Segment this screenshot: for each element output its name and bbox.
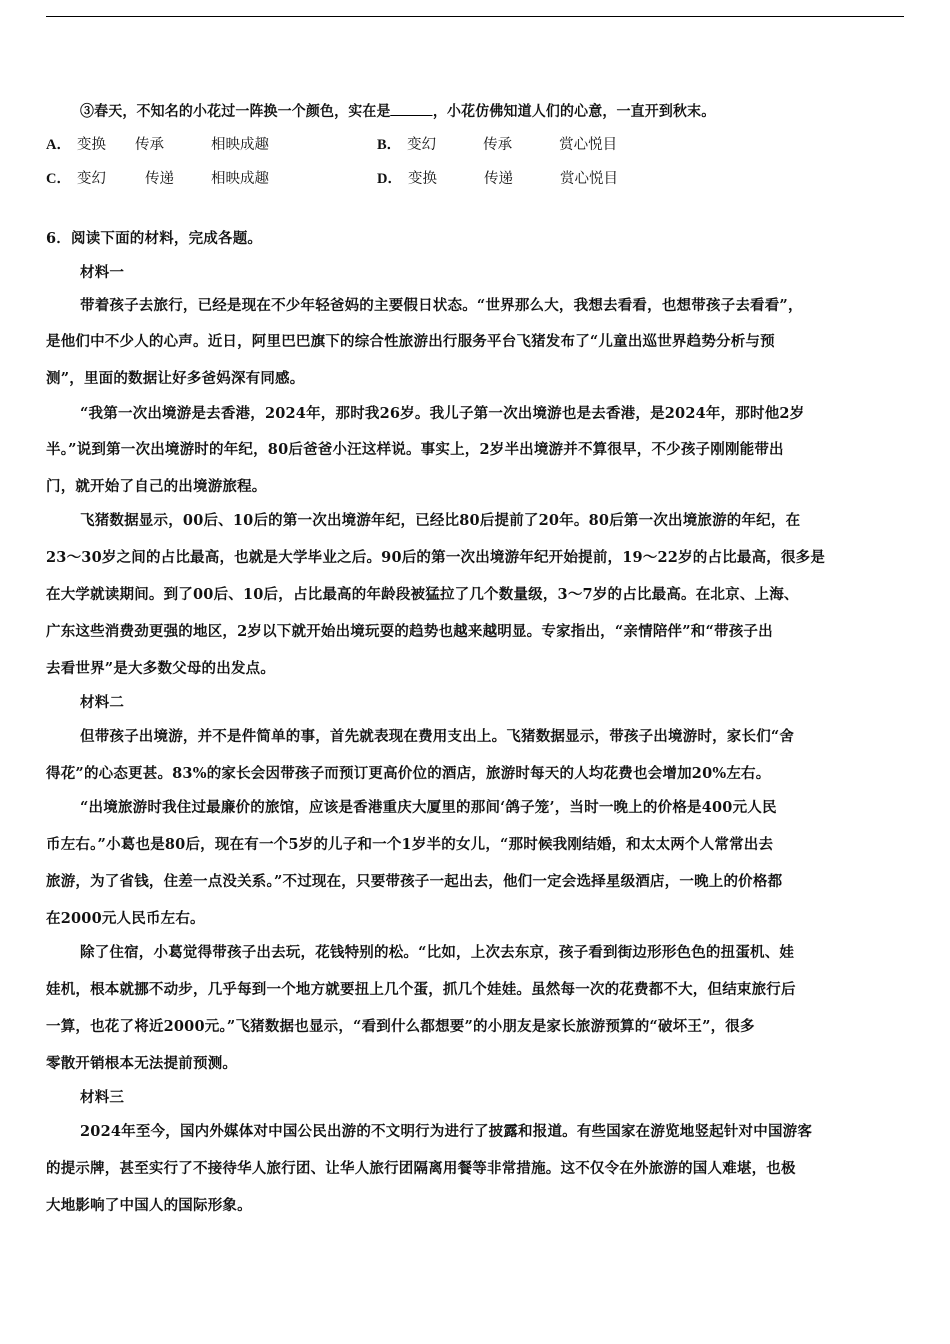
material1-line: 带着孩子去旅行，已经是现在不少年轻爸妈的主要假日状态。“世界那么大，我想去看看，也想带孩子去看看”， (80, 297, 803, 314)
material2-line: 得花”的心态更甚。83%的家长会因带孩子而预订更高价位的酒店，旅游时每天的人均花费也会增加20%左右。 (46, 765, 771, 782)
material1-line: 广东这些消费劲更强的地区，2岁以下就开始出境玩耍的趋势也越来越明显。专家指出，“亲情陪伴”和“带孩子出 (46, 623, 773, 640)
material3-line: 2024年至今，国内外媒体对中国公民出游的不文明行为进行了披露和报道。有些国家在游览地竖起针对中国游客 (80, 1123, 813, 1140)
material2-line: 零散开销根本无法提前预测。 (46, 1055, 238, 1072)
material2-line: 除了住宿，小葛觉得带孩子出去玩，花钱特别的松。“比如，上次去东京，孩子看到街边形形色色的扭蛋机、娃 (80, 944, 795, 961)
material1-line: 门，就开始了自己的出境游旅程。 (46, 478, 267, 495)
material1-heading: 材料一 (80, 264, 125, 281)
option-d: D． 变换 传递 赏心悦目 (377, 171, 618, 187)
material1-line: 飞猪数据显示，00后、10后的第一次出境游年纪，已经比80后提前了20年。80后第一次出境旅游的年纪，在 (80, 512, 801, 529)
material2-line: 旅游，为了省钱，住差一点没关系。”不过现在，只要带孩子一起出去，他们一定会选择星级酒店，一晚上的价格都 (46, 873, 783, 890)
material3-line: 大地影响了中国人的国际形象。 (46, 1197, 252, 1214)
option-a: A． 变换 传承 相映成趣 (46, 137, 269, 153)
material2-line: 但带孩子出境游，并不是件简单的事，首先就表现在费用支出上。飞猪数据显示，带孩子出境游时，家长们“舍 (80, 728, 795, 745)
material2-line: 娃机，根本就挪不动步，几乎每到一个地方就要扭上几个蛋，抓几个娃娃。虽然每一次的花费都不大，但结束旅行后 (46, 981, 796, 998)
material3-line: 的提示牌，甚至实行了不接待华人旅行团、让华人旅行团隔离用餐等非常措施。这不仅令在外旅游的国人难堪，也极 (46, 1160, 796, 1177)
material1-line: 在大学就读期间。到了00后、10后，占比最高的年龄段被猛拉了几个数量级，3～7岁的占比最高。在北京、上海、 (46, 586, 799, 603)
material2-heading: 材料二 (80, 694, 125, 711)
material1-line: 23～30岁之间的占比最高，也就是大学毕业之后。90后的第一次出境游年纪开始提前，19～22岁的占比最高，很多是 (46, 549, 826, 566)
material2-line: 在2000元人民币左右。 (46, 910, 205, 927)
option-c: C． 变幻 传递 相映成趣 (46, 171, 269, 187)
material1-line: 是他们中不少人的心声。近日，阿里巴巴旗下的综合性旅游出行服务平台飞猪发布了“儿童出巡世界趋势分析与预 (46, 333, 775, 350)
material1-line: 去看世界”是大多数父母的出发点。 (46, 660, 276, 677)
top-rule (46, 16, 904, 17)
option-b: B． 变幻 传承 赏心悦目 (377, 137, 618, 153)
material1-line: “我第一次出境游是去香港，2024年，那时我26岁。我儿子第一次出境游也是去香港，是2024年，那时他2岁 (80, 405, 805, 422)
material2-line: “出境旅游时我住过最廉价的旅馆，应该是香港重庆大厦里的那间‘鸽子笼’，当时一晚上的价格是400元人民 (80, 799, 777, 816)
answer-blank (391, 101, 433, 116)
material2-line: 一算，也花了将近2000元。”飞猪数据也显示，“看到什么都想要”的小朋友是家长旅游预算的“破坏王”，很多 (46, 1018, 755, 1035)
material1-line: 半。”说到第一次出境游时的年纪，80后爸爸小汪这样说。事实上，2岁半出境游并不算很早，不少孩子刚刚能带出 (46, 441, 784, 458)
q5-item3: ③春天，不知名的小花过一阵换一个颜色，实在是 ，小花仿佛知道人们的心意，一直开到秋末。 (80, 103, 716, 120)
material3-heading: 材料三 (80, 1089, 125, 1106)
material2-line: 币左右。”小葛也是80后，现在有一个5岁的儿子和一个1岁半的女儿，“那时候我刚结婚，和太太两个人常常出去 (46, 836, 774, 853)
question-6-title: 6．阅读下面的材料，完成各题。 (46, 230, 263, 247)
material1-line: 测”，里面的数据让好多爸妈深有同感。 (46, 370, 305, 387)
